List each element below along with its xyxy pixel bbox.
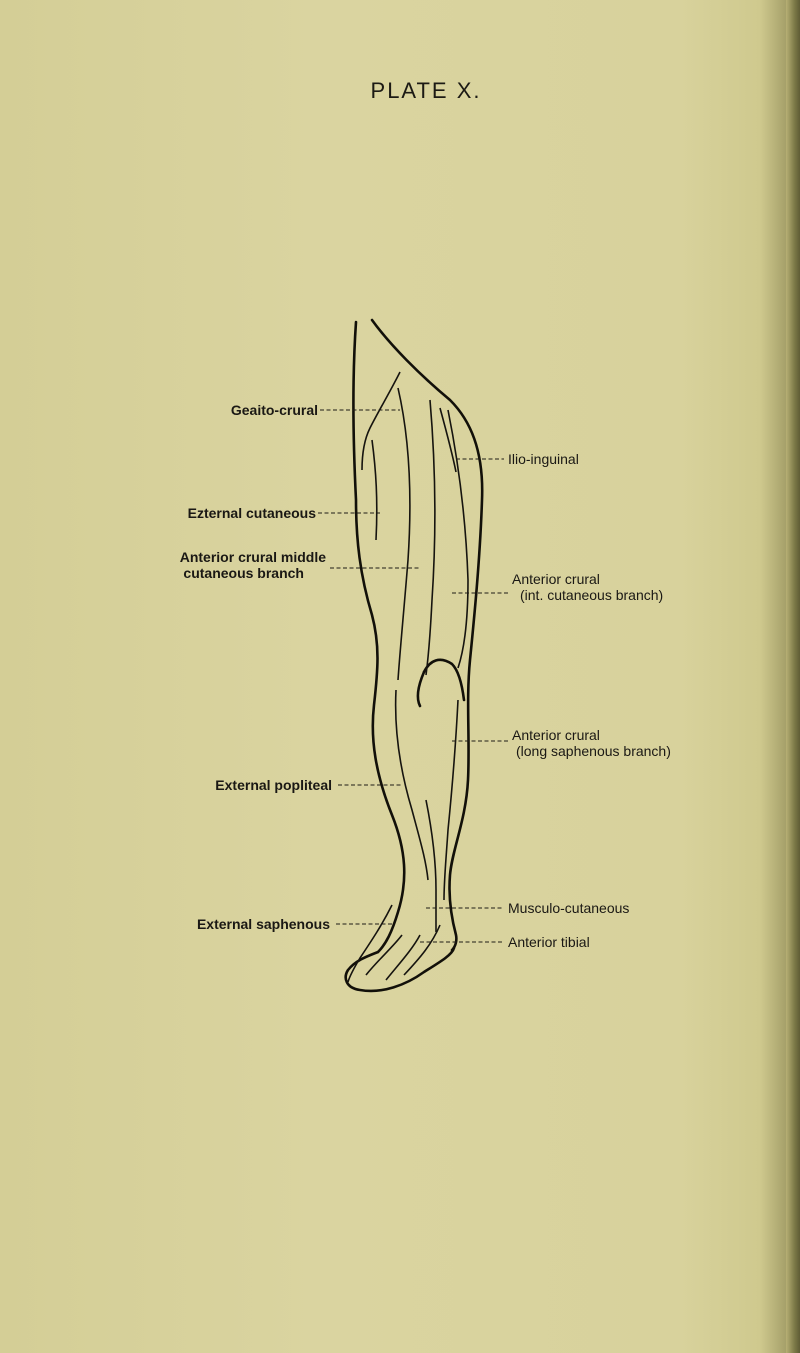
label-anterior-crural-long-2: (long saphenous branch) [516, 743, 671, 759]
label-musculo-cutaneous: Musculo-cutaneous [508, 900, 630, 916]
plate-title: PLATE X. [370, 78, 482, 103]
label-external-cutaneous: Ezternal cutaneous [187, 505, 316, 521]
label-genito-crural: Geaito-crural [230, 402, 318, 418]
label-ilio-inguinal: Ilio-inguinal [508, 451, 579, 467]
label-anterior-tibial: Anterior tibial [508, 934, 590, 950]
nerve-ant-crural-middle [398, 388, 410, 680]
labels-left [180, 402, 332, 932]
nerve-musculo-cutaneous [426, 800, 436, 932]
label-anterior-crural-middle-1: Anterior crural middle [179, 549, 326, 565]
labels-right [508, 451, 671, 950]
nerve-external-cutaneous [372, 440, 377, 540]
leaders-left [318, 410, 420, 924]
label-anterior-crural-long-1: Anterior crural [512, 727, 600, 743]
nerve-ant-crural-int [426, 400, 435, 675]
label-external-popliteal: External popliteal [215, 777, 332, 793]
label-anterior-crural-middle-2: cutaneous branch [183, 565, 304, 581]
label-anterior-crural-int-2: (int. cutaneous branch) [520, 587, 664, 603]
label-external-saphenous: External saphenous [196, 916, 330, 932]
label-anterior-crural-int-1: Anterior crural [512, 571, 600, 587]
knee-cap-left [418, 672, 424, 706]
nerve-genito-crural [362, 372, 400, 470]
leg-left-contour [353, 322, 404, 952]
nerve-foot-branch-2 [386, 935, 420, 980]
